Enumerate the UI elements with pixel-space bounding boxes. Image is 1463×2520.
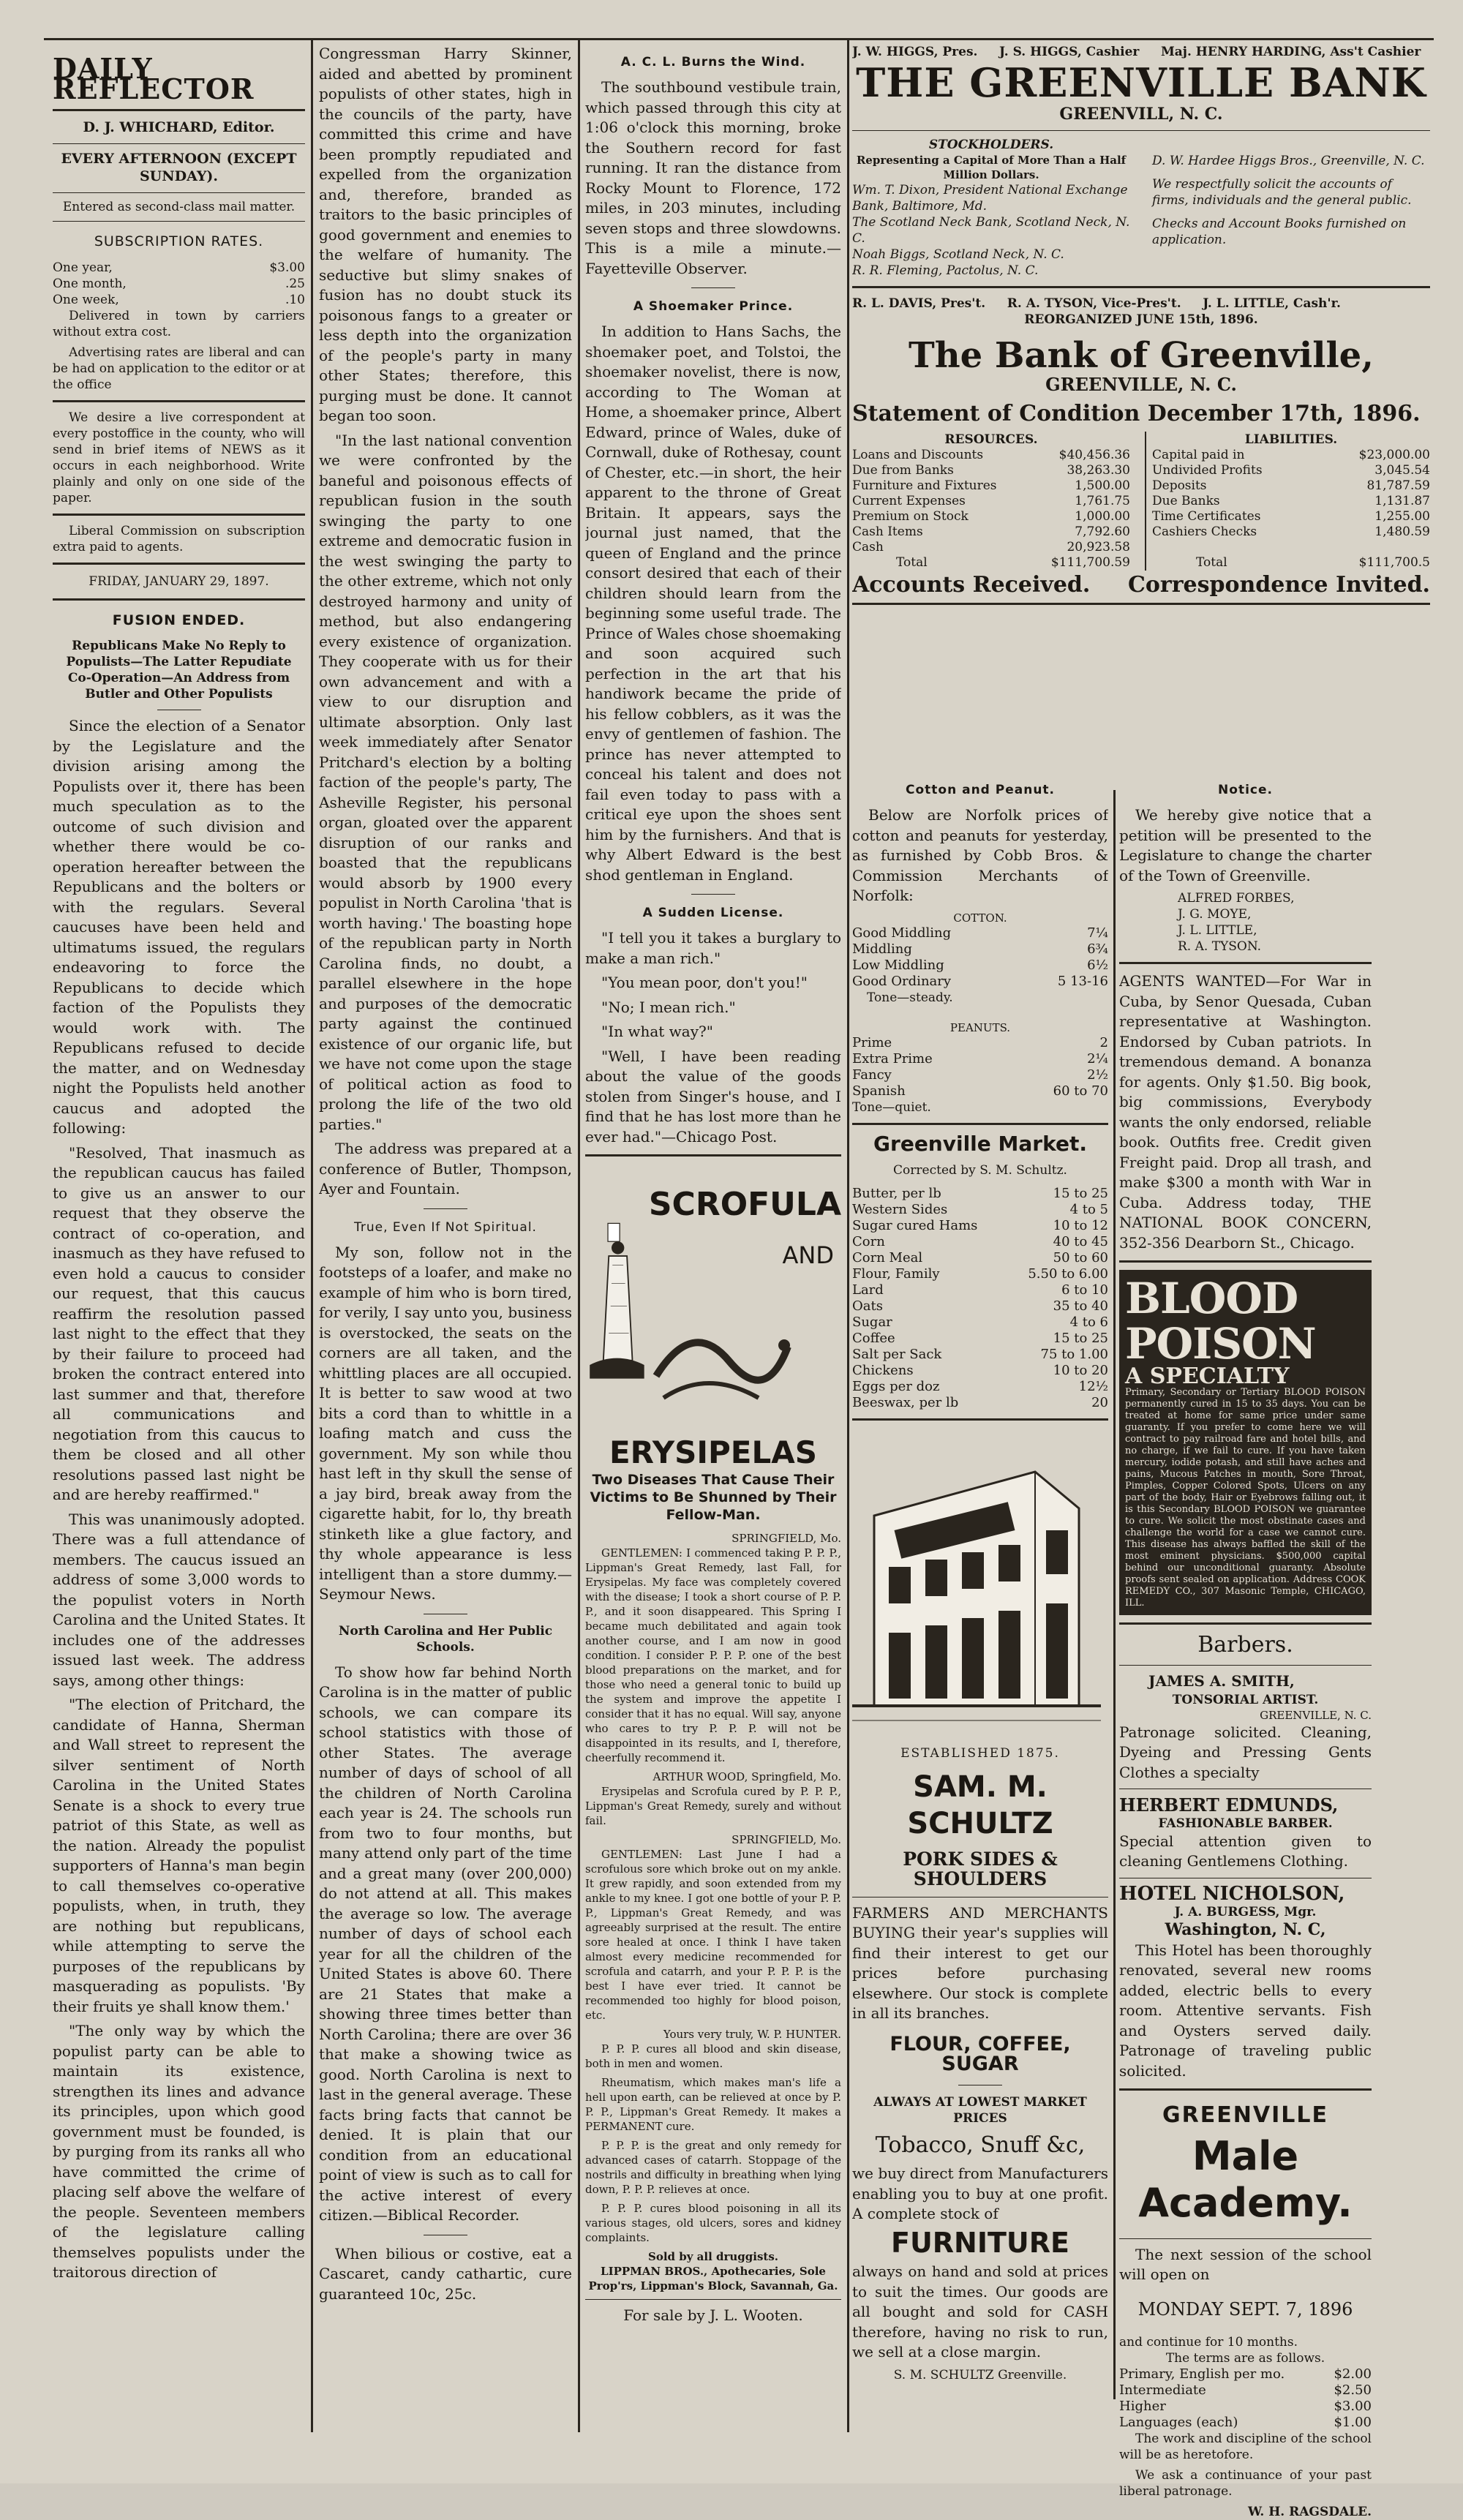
- cotton-intro: Below are Norfolk prices of cotton and peanuts for yesterday, as furnished by Cobb Bros. & Commission Merchants of Norfolk:: [852, 806, 1108, 904]
- column-rule-2: [578, 40, 580, 2432]
- commission-note: Liberal Commission on subscription extra paid to agents.: [53, 523, 305, 554]
- stockholder: D. W. Hardee Higgs Bros., Greenville, N. C.: [1152, 154, 1425, 168]
- advertising-note: Advertising rates are liberal and can be had on application to the editor or at the office: [53, 345, 305, 392]
- academy-date: MONDAY SEPT. 7, 1896: [1137, 2298, 1353, 2320]
- column-4: [852, 772, 1108, 2383]
- pork-line: PORK SIDES & SHOULDERS: [903, 1848, 1058, 1889]
- ad-claim: Erysipelas and Scrofula cured by P. P. P., Lippman's Great Remedy, surely and without fail.: [585, 1785, 841, 1827]
- true-heading: True, Even If Not Spiritual.: [354, 1219, 537, 1235]
- top-rule: [44, 38, 1434, 40]
- academy-top: GREENVILLE: [1162, 2102, 1328, 2128]
- academy-ask: We ask a continuance of your past liberal patronage.: [1119, 2468, 1372, 2499]
- bank-section: [852, 44, 1430, 797]
- acl-heading: A. C. L. Burns the Wind.: [620, 55, 806, 69]
- ad-letter: GENTLEMEN: Last June I had a scrofulous sore which broke out on my ankle. It grew rapidly, and soon extended from my ankle to my knee. I got one bottle of your P. P. P., Lippman's Great Remedy, and was agreeably surprised at the result. The entire sore healed at once. I think I have taken almost every medicine recommended for scrofula and catarrh, and your P. P. P. is the best I have ever tried. It cannot be recommended too highly for blood poison, etc.: [585, 1848, 841, 2022]
- barbers-heading: Barbers.: [1197, 1631, 1293, 1658]
- hotel-location: Washington, N. C,: [1165, 1920, 1326, 1939]
- market-heading: Greenville Market.: [873, 1131, 1087, 1156]
- liability-row: Due Banks 1,131.87: [1152, 494, 1430, 508]
- ad-scrofula-title: SCROFULA: [648, 1186, 841, 1223]
- market-row: Beeswax, per lb 20: [852, 1395, 1108, 1410]
- dialogue-line: "Well, I have been reading about the value of the goods stolen from Singer's house, and I find that he has lost more than he ever had."—Chicago Post.: [585, 1047, 841, 1146]
- furniture-signature: S. M. SCHULTZ Greenville.: [893, 2367, 1067, 2382]
- ad-maker: LIPPMAN BROS., Apothecaries, Sole Prop'rs, Lippman's Block, Savannah, Ga.: [588, 2265, 838, 2293]
- resources-heading: RESOURCES.: [944, 432, 1038, 447]
- market-row: Corn Meal 50 to 60: [852, 1250, 1108, 1265]
- delivery-note: Delivered in town by carriers without extra cost.: [53, 308, 305, 339]
- column-5: [1119, 772, 1372, 2520]
- checks-note: Checks and Account Books furnished on application.: [1152, 217, 1407, 247]
- stockholders-heading: STOCKHOLDERS.: [928, 138, 1054, 152]
- bank-of-greenville-location: GREENVILLE, N. C.: [1045, 374, 1237, 395]
- greenville-bank-officers: J. W. HIGGS, Pres. J. S. HIGGS, Cashier Maj. HENRY HARDING, Ass't Cashier: [852, 45, 1421, 59]
- reorganized-date: REORGANIZED JUNE 15th, 1896.: [1024, 312, 1258, 327]
- hotel-manager: J. A. BURGESS, Mgr.: [1174, 1905, 1317, 1919]
- edmunds-text: Special attention given to cleaning Gentlemens Clothing.: [1119, 1832, 1372, 1870]
- flour-line: FLOUR, COFFEE, SUGAR: [890, 2032, 1071, 2075]
- article-paragraph: "The only way by which the populist party can be able to maintain its existence, strengthen its lines and advance its principles, upon which good government must be founded, is by purging from its ranks all who have committed the crime of placing self above the welfare of the people. Seventeen members of the legislature calling themselves populists under the traitorous direction of: [53, 2022, 305, 2281]
- ad-erysipelas-title: ERYSIPELAS: [609, 1434, 817, 1470]
- statement-heading: Statement of Condition December 17th, 1896.: [852, 401, 1421, 426]
- liabilities-heading: LIABILITIES.: [1244, 432, 1338, 447]
- column-rule-4: [1113, 790, 1116, 2399]
- notice-signature: ALFRED FORBES,: [1178, 891, 1295, 906]
- market-row: Butter, per lb 15 to 25: [852, 1186, 1108, 1201]
- ad-cure: P. P. P. is the great and only remedy for advanced cases of catarrh. Stoppage of the nostrils and difficulty in breathing when lying down, P. P. P. relieves at once.: [585, 2139, 841, 2196]
- statue-illustration: [585, 1164, 649, 1434]
- stockholder: The Scotland Neck Bank, Scotland Neck, N. C.: [852, 215, 1130, 246]
- market-row: Coffee 15 to 25: [852, 1331, 1108, 1346]
- stockholder: Wm. T. Dixon, President National Exchange Bank, Baltimore, Md.: [852, 183, 1128, 214]
- furniture-note: always on hand and sold at prices to suit the times. Our goods are all bought and sold for CASH therefore, having no risk to run, we sell at a close margin.: [852, 2263, 1108, 2361]
- greenville-bank-title: THE GREENVILLE BANK: [856, 59, 1426, 106]
- column-1: [53, 44, 305, 2287]
- furniture-line: FURNITURE: [890, 2226, 1069, 2259]
- notice-signature: J. G. MOYE,: [1178, 907, 1252, 922]
- liability-row: Time Certificates 1,255.00: [1152, 509, 1430, 524]
- article-paragraph: Since the election of a Senator by the Legislature and the division arising among the Populists over it, there has been much speculation as to the outcome of such division and whether there would be co-operation hereafter between the Republicans and the bolters or with the regulars. Several caucuses have been held and ultimatums issued, the regulars endeavoring to force the Republicans to decide which faction of the Populists they would work with. The Republicans refused to decide the matter, and on Wednesday night the Populists held another caucus and adopted the following:: [53, 717, 305, 1137]
- edmunds-title: FASHIONABLE BARBER.: [1158, 1816, 1333, 1831]
- editor-line: D. J. WHICHARD, Editor.: [83, 119, 275, 135]
- article-paragraph: The address was prepared at a conference of Butler, Thompson, Ayer and Fountain.: [319, 1140, 572, 1197]
- solicit-note: We respectfully solicit the accounts of firms, individuals and the general public.: [1152, 177, 1412, 208]
- dialogue-line: "You mean poor, don't you!": [601, 974, 808, 991]
- mail-matter-line: Entered as second-class mail matter.: [62, 200, 296, 214]
- market-row: Lard 6 to 10: [852, 1282, 1108, 1298]
- article-paragraph: In addition to Hans Sachs, the shoemaker poet, and Tolstoi, the shoemaker novelist, there is now, according to The Woman at Home, a shoemaker prince, Albert Edward, prince of Wales, duke of Cornwall, duke of Rothesay, count of Chester, etc.—in short, the heir apparent to the throne of Great Britain. It appears, says the journal just named, that the queen of England and the prince consort desired that each of their children should learn from the beginning some useful trade. The Prince of Wales chose shoemaking and soon acquired such perfection in the art that his handiwork became the pride of his fellow cobblers, as it was the envy of gentlemen of fashion. The prince has never attempted to conceal his talent and does not fail even today to pass with a critical eye upon the shoes sent him by the furnishers. And that is why Albert Edward is the best shod gentleman in England.: [585, 323, 841, 884]
- stockholder: Noah Biggs, Scotland Neck, N. C.: [852, 247, 1064, 262]
- ad-signature: Yours very truly, W. P. HUNTER.: [663, 2028, 841, 2041]
- market-row: Chickens 10 to 20: [852, 1363, 1108, 1378]
- article-paragraph: This was unanimously adopted. There was a full attendance of members. The caucus issued an address of some 3,000 words to the populist voters in North Carolina and the United States. It includes one of the addresses issued last week. The address says, among other things:: [53, 1510, 305, 1689]
- correspondence-invited: Correspondence Invited.: [1128, 572, 1430, 598]
- liability-row: Deposits 81,787.59: [1152, 478, 1430, 493]
- farmers-note: FARMERS AND MERCHANTS BUYING their year's supplies will find their interest to get our prices before purchasing elsewhere. Our stock is complete in all its branches.: [852, 1903, 1108, 2022]
- term-row: Intermediate $2.50: [1119, 2382, 1372, 2398]
- stockholders-capital: Representing a Capital of More Than a Half Million Dollars.: [856, 154, 1127, 181]
- cotton-row: Good Ordinary 5 13-16: [852, 973, 1108, 989]
- dialogue-line: "In what way?": [601, 1023, 713, 1040]
- established-line: ESTABLISHED 1875.: [900, 1745, 1060, 1761]
- subscription-rates-heading: SUBSCRIPTION RATES.: [94, 233, 264, 249]
- resource-row: Premium on Stock 1,000.00: [852, 509, 1130, 524]
- hotel-name: HOTEL NICHOLSON,: [1119, 1882, 1345, 1905]
- masthead: DAILY REFLECTOR: [53, 52, 255, 105]
- bank-of-greenville-officers: R. L. DAVIS, Pres't. R. A. TYSON, Vice-Pres't. J. L. LITTLE, Cash'r.: [852, 296, 1341, 311]
- article-paragraph: "In the last national convention we were confronted by the baneful and poisonous effects of republican fusion in the south swinging the party to one extreme and democratic fusion in the west swinging the party to the other extreme, which not only destroyed harmony and unity of method, but also endangering every existence of organization. They cooperate with us for their own advancement and with a view to our disruption and ultimate absorption. Only last week immediately after Senator Pritchard's election by a bolting faction of the people's party, The Asheville Register, his personal organ, gloated over the apparent disruption of our ranks and boasted that the republicans would absorb by 1900 every populist in North Carolina 'that is worth having.' The boasting hope of the republican party in North Carolina finds, no doubt, a parallel elsewhere in the hope and purposes of the democratic party against the continued existence of our organic life, but we have not come upon the stage of political action as food to prolong the life of the two old parties.": [319, 431, 572, 1133]
- stockholder: R. R. Fleming, Pactolus, N. C.: [852, 263, 1039, 278]
- market-corrected: Corrected by S. M. Schultz.: [893, 1163, 1067, 1178]
- tobacco-note: we buy direct from Manufacturers enabling you to buy at one profit. A complete stock of: [852, 2164, 1108, 2222]
- rate-row: One month, .25: [53, 276, 305, 291]
- hotel-text: This Hotel has been thoroughly renovated, several new rooms added, electric bells to every room. Attentive servants. Fish and Oysters served daily. Patronage of traveling public solicited.: [1119, 1941, 1372, 2080]
- ad-signature: ARTHUR WOOD, Springfield, Mo.: [652, 1770, 841, 1783]
- accounts-received: Accounts Received.: [852, 572, 1091, 598]
- blood-poison-title: BLOOD POISON: [1125, 1274, 1316, 1369]
- academy-continue: and continue for 10 months.: [1119, 2335, 1298, 2350]
- correspondent-note: We desire a live correspondent at every postoffice in the county, who will send in brief items of NEWS as it occurs in each neighborhood. Write plainly and only on one side of the paper.: [53, 410, 305, 505]
- notice-heading: Notice.: [1218, 783, 1273, 797]
- notice-text: We hereby give notice that a petition will be presented to the Legislature to change the charter of the Town of Greenville.: [1119, 806, 1372, 884]
- agents-wanted-ad: AGENTS WANTED—For War in Cuba, by Senor Quesada, Cuban representative at Washington. Endorsed by Cuban patriots. In tremendous demand. A bonanza for agents. Only $1.50. Big book, big commissions, Everybody wants the only endorsed, reliable book. Outfits free. Credit given Freight paid. Drop all trash, and make $300 a month with War in Cuba. Address today, THE NATIONAL BOOK CONCERN, 352-356 Dearborn St., Chicago.: [1119, 972, 1372, 1252]
- schultz-store-illustration: [852, 1428, 1101, 1735]
- article-paragraph: Congressman Harry Skinner, aided and abetted by prominent populists of other states, high in the councils of the party, have committed this crime and have been promptly repudiated and expelled from the organization and, therefore, branded as traitors to the basic principles of good government and enemies to the welfare of humanity. The seductive but slimy snakes of fusion has no doubt stuck its poisonous fangs to a greater or less depth into the organization of the people's party in many other States; therefore, this purging must be done. It cannot began too soon.: [319, 45, 572, 424]
- cascaret-ad: When bilious or costive, eat a Cascaret, candy cathartic, cure guaranteed 10c, 25c.: [319, 2244, 572, 2303]
- fusion-subheading: Republicans Make No Reply to Populists—The Latter Repudiate Co-Operation—An Address from Butler and Other Populists: [66, 639, 292, 702]
- fusion-ended-heading: FUSION ENDED.: [112, 612, 246, 628]
- market-row: Sugar cured Hams 10 to 12: [852, 1218, 1108, 1233]
- rate-row: One year, $3.00: [53, 260, 305, 275]
- smith-name: JAMES A. SMITH,: [1148, 1672, 1295, 1690]
- liability-row: Undivided Profits 3,045.54: [1152, 463, 1430, 478]
- cotton-row: Good Middling 7¼: [852, 925, 1108, 941]
- market-row: Flour, Family 5.50 to 6.00: [852, 1266, 1108, 1282]
- academy-terms: The terms are as follows.: [1165, 2351, 1325, 2366]
- market-row: Salt per Sack 75 to 1.00: [852, 1347, 1108, 1362]
- serpent-illustration: [649, 1288, 795, 1405]
- liability-row: Cashiers Checks 1,480.59: [1152, 524, 1430, 539]
- ad-place: SPRINGFIELD, Mo.: [732, 1833, 841, 1846]
- dialogue-line: "No; I mean rich.": [601, 998, 736, 1016]
- smith-title: TONSORIAL ARTIST.: [1172, 1692, 1319, 1707]
- frequency-line: EVERY AFTERNOON (EXCEPT SUNDAY).: [61, 151, 297, 184]
- edmunds-name: HERBERT EDMUNDS,: [1119, 1794, 1339, 1816]
- market-row: Eggs per doz 12½: [852, 1379, 1108, 1394]
- ad-cure: Rheumatism, which makes man's life a hell upon earth, can be relieved at once by P. P. P., Lippman's Great Remedy. It makes a PERMANENT cure.: [585, 2076, 841, 2133]
- article-paragraph: The southbound vestibule train, which passed through this city at 1:06 o'clock this morning, broke the Southern record for fast running. It ran the distance from Rocky Mount to Florence, 172 miles, in 203 minutes, including seven stops and three slowdowns. This is a mile a minute.—Fayetteville Observer.: [585, 78, 841, 277]
- resource-row: Current Expenses 1,761.75: [852, 494, 1130, 508]
- column-3: [585, 44, 841, 2326]
- article-paragraph: To show how far behind North Carolina is in the matter of public schools, we can compare its school statistics with those of other States. The average number of days of school of all the children of North Carolina each year is 24. The schools run from two to four months, but many attend only part of the time and a great many (over 200,000) do not attend at all. This makes the average so low. The average number of days of school each year for all the children of the United States is above 60. There are 21 States that make a showing three times better than North Carolina; there are over 36 that make a showing twice as good. North Carolina is next to last in the general average. These facts bring facts that cannot be denied. It is plain that our condition from an educational point of view is such as to call for the active interest of every citizen.—Biblical Recorder.: [319, 1663, 572, 2224]
- academy-next: The next session of the school will open on: [1119, 2245, 1372, 2283]
- cotton-peanut-heading: Cotton and Peanut.: [905, 783, 1056, 797]
- smith-location: GREENVILLE, N. C.: [1260, 1708, 1372, 1722]
- academy-signature: W. H. RAGSDALE.: [1247, 2505, 1372, 2519]
- ad-cure: P. P. P. cures all blood and skin disease, both in men and women.: [585, 2042, 841, 2070]
- article-paragraph: "Resolved, That inasmuch as the republican caucus has failed to give us an answer to our request that they observe the contract of co-operation, and inasmuch as they have refused to even hold a caucus to consider our request, that this caucus reaffirm the resolution passed last night to the effect that they by their failure to proceed had broken the contract entered into last summer and that, therefore all communications and negotiation from this caucus to them be closed and all other resolutions passed last night be and are hereby reaffirmed.": [53, 1143, 305, 1503]
- rate-row: One week, .10: [53, 292, 305, 307]
- term-row: Primary, English per mo. $2.00: [1119, 2366, 1372, 2382]
- peanut-row: Fancy 2½: [852, 1067, 1108, 1083]
- resource-row: Cash Items 7,792.60: [852, 524, 1130, 539]
- market-row: Western Sides 4 to 5: [852, 1202, 1108, 1217]
- cotton-row: Low Middling 6½: [852, 957, 1108, 973]
- term-row: Higher $3.00: [1119, 2399, 1372, 2414]
- peanut-tone: Tone—quiet.: [852, 1099, 931, 1115]
- shoemaker-heading: A Shoemaker Prince.: [633, 299, 794, 314]
- liabilities-table: [1145, 432, 1430, 571]
- resource-row: Furniture and Fixtures 1,500.00: [852, 478, 1130, 493]
- ad-sold: Sold by all druggists.: [647, 2250, 779, 2263]
- cotton-row: Middling 6¾: [852, 941, 1108, 957]
- ad-place: SPRINGFIELD, Mo.: [732, 1532, 841, 1545]
- schultz-name: SAM. M. SCHULTZ: [907, 1769, 1053, 1840]
- blood-poison-ad: [1119, 1270, 1372, 1615]
- resource-row: Due from Banks 38,263.30: [852, 463, 1130, 478]
- greenville-bank-location: GREENVILL, N. C.: [1059, 105, 1223, 124]
- peanuts-subheading: PEANUTS.: [949, 1020, 1011, 1034]
- academy-note: The work and discipline of the school will be as heretofore.: [1119, 2431, 1372, 2462]
- article-paragraph: My son, follow not in the footsteps of a loafer, and make no example of him who is born tired, for verily, I say unto you, business is overstocked, the seats on the corners are all taken, and the whittling places are all occupied. It is better to saw wood at two bits a cord than to whittle in a loafing match and cuss the government. My son while thou hast left in thy skull the sense of a jay bird, break away from the cigarette habit, for lo, thy breath stinketh like a glue factory, and thy whole appearance is less intelligent than a store dummy.—Seymour News.: [319, 1243, 572, 1603]
- resource-total: Total $111,700.59: [896, 555, 1130, 570]
- cotton-subheading: COTTON.: [953, 911, 1007, 925]
- ad-cure: P. P. P. cures blood poisoning in all its various stages, old ulcers, sores and kidney complaints.: [585, 2202, 841, 2244]
- peanut-row: Prime 2: [852, 1034, 1108, 1050]
- ad-for-sale: For sale by J. L. Wooten.: [623, 2306, 803, 2324]
- peanut-row: Spanish 60 to 70: [852, 1083, 1108, 1099]
- ad-letter: GENTLEMEN: I commenced taking P. P. P., Lippman's Great Remedy, last Fall, for Erysipelas. My face was completely covered with the disease; I took a short course of P. P. P., and it soon disappeared. This Spring I became much debilitated and again took another course, and I am now in good condition. I consider P. P. P. one of the best blood preparations on the market, and for those who need a general tonic to build up the system and improve the appetite I consider that it has no equal. Will say, anyone who cares to try P. P. P. will not be disappointed in its results, and I, therefore, cheerfully recommend it.: [585, 1546, 841, 1764]
- notice-signature: R. A. TYSON.: [1178, 939, 1262, 954]
- article-paragraph: "The election of Pritchard, the candidate of Hanna, Sherman and Wall street to represent the silver sentiment of North Carolina in the United States Senate is a shock to every true patriot of this State, as well as the nation. Already the populist supporters of Hanna's man begin to call themselves co-operative populists, when, in truth, they are nothing but republicans, while attempting to serve the purposes of the republicans by masquerading as populists. 'By their fruits ye shall know them.': [53, 1696, 305, 2015]
- resource-row: Loans and Discounts $40,456.36: [852, 448, 1130, 462]
- column-rule-3: [847, 40, 849, 2432]
- rates-list: [53, 260, 305, 308]
- bank-of-greenville-title: The Bank of Greenville,: [909, 335, 1374, 376]
- column-rule-1: [311, 40, 313, 2432]
- ad-tagline: Two Diseases That Cause Their Victims to Be Shunned by Their Fellow-Man.: [590, 1472, 837, 1523]
- blood-poison-text: Primary, Secondary or Tertiary BLOOD POISON permanently cured in 15 to 35 days. You can be treated at home for same price under same guaranty. If you prefer to come here we will contract to pay railroad fare and hotel bills, and no charge, if we fail to cure. If you have taken mercury, iodide potash, and still have aches and pains, Mucous Patches in mouth, Sore Throat, Pimples, Copper Colored Spots, Ulcers on any part of the body, Hair or Eyebrows falling out, it is this Secondary BLOOD POISON we guarantee to cure. We solicit the most obstinate cases and challenge the world for a case we cannot cure. This disease has always baffled the skill of the most eminent physicians. $500,000 capital behind our unconditional guaranty. Absolute proofs sent sealed on application. Address COOK REMEDY CO., 307 Masonic Temple, CHICAGO, ILL.: [1125, 1386, 1366, 1609]
- academy-title: Male Academy.: [1138, 2132, 1353, 2226]
- market-row: Oats 35 to 40: [852, 1298, 1108, 1314]
- resources-table: [852, 432, 1130, 571]
- tobacco-line: Tobacco, Snuff &c,: [875, 2132, 1086, 2158]
- column-2: [319, 44, 572, 2309]
- sudden-license-heading: A Sudden License.: [642, 906, 784, 920]
- dialogue-line: "I tell you it takes a burglary to make a man rich.": [585, 929, 841, 967]
- ppp-advertisement: [585, 1164, 841, 2326]
- market-row: Corn 40 to 45: [852, 1234, 1108, 1249]
- ad-and: AND: [782, 1241, 834, 1269]
- notice-signature: J. L. LITTLE,: [1178, 923, 1257, 938]
- lowest-prices: ALWAYS AT LOWEST MARKET PRICES: [873, 2094, 1087, 2126]
- liability-total: Total $111,700.5: [1196, 555, 1430, 570]
- issue-date: FRIDAY, JANUARY 29, 1897.: [89, 573, 269, 589]
- blood-poison-specialty: A SPECIALTY: [1125, 1364, 1290, 1389]
- smith-text: Patronage solicited. Cleaning, Dyeing and Pressing Gents Clothes a specialty: [1119, 1723, 1372, 1781]
- market-row: Sugar 4 to 6: [852, 1314, 1108, 1330]
- term-row: Languages (each) $1.00: [1119, 2415, 1372, 2430]
- liability-row: Capital paid in $23,000.00: [1152, 448, 1430, 462]
- resource-row: Cash 20,923.58: [852, 540, 1130, 554]
- peanut-row: Extra Prime 2¼: [852, 1050, 1108, 1067]
- cotton-tone: Tone—steady.: [867, 990, 953, 1005]
- nc-schools-heading: North Carolina and Her Public Schools.: [338, 1623, 553, 1655]
